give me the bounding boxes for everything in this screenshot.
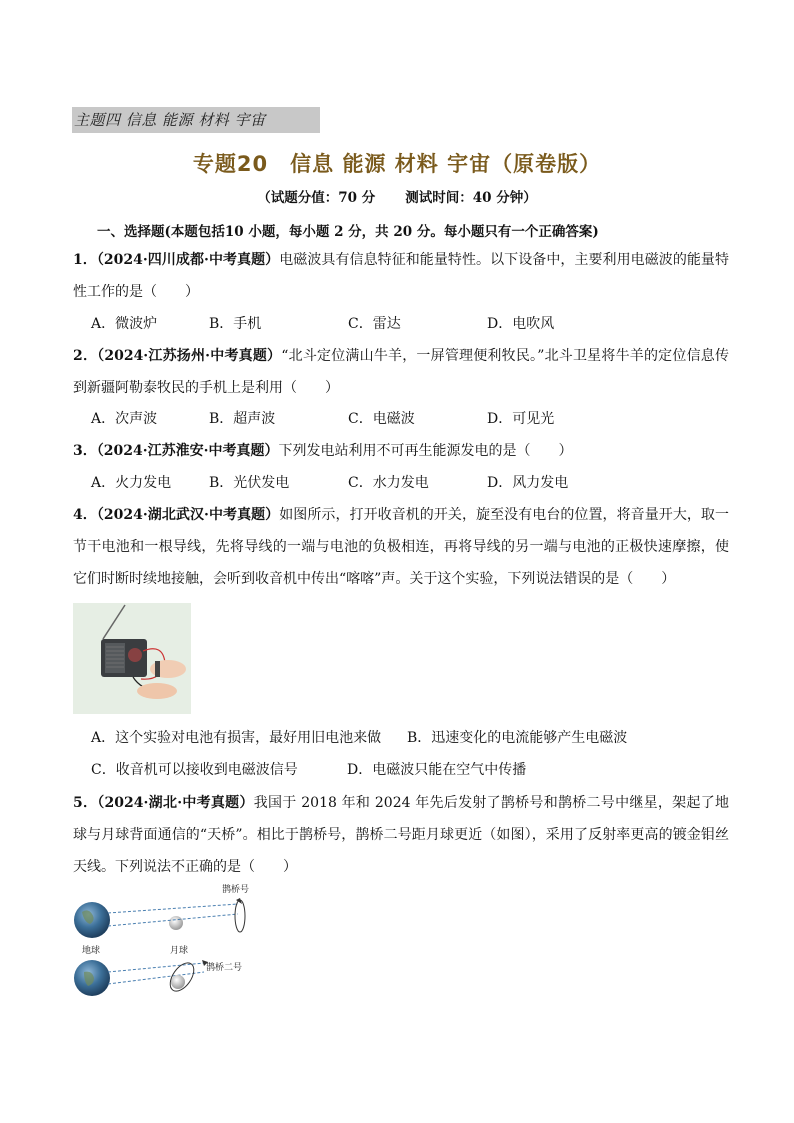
option: C．雷达 xyxy=(348,316,401,332)
question-3-text: 下列发电站利用不可再生能源发电的是（ ） xyxy=(278,443,573,459)
question-3 xyxy=(73,435,729,467)
option: D．可见光 xyxy=(487,411,555,427)
score-info: （试题分值：70 分 xyxy=(257,190,376,206)
option: B．超声波 xyxy=(209,411,276,427)
question-5-source: 5．（2024·湖北·中考真题） xyxy=(73,795,254,811)
queqiao2-label: 鹊桥二号 xyxy=(206,963,243,973)
radio-experiment-photo xyxy=(73,603,191,714)
question-2-text: “北斗定位满山牛羊，一屏管理便利牧民。”北斗卫星将牛羊的定位信息传到新疆阿勒泰牧民的手机上是利用（ ） xyxy=(73,348,729,396)
question-1-options xyxy=(91,314,554,334)
topic-tag: 主题四 信息 能源 材料 宇宙 xyxy=(72,107,320,133)
option: A．次声波 xyxy=(91,411,158,427)
option: C．电磁波 xyxy=(348,411,415,427)
option: C．水力发电 xyxy=(348,475,429,491)
question-4 xyxy=(73,499,729,595)
question-1-source: 1．（2024·四川成都·中考真题） xyxy=(73,252,280,268)
earth-label: 地球 xyxy=(82,946,101,956)
section-heading: 一、选择题(本题包括10 小题，每小题 2 分，共 20 分。每小题只有一个正确答案) xyxy=(97,224,599,240)
score-time-info xyxy=(0,186,794,206)
option: B．光伏发电 xyxy=(209,475,290,491)
page-title: 专题20 信息 能源 材料 宇宙（原卷版） xyxy=(192,152,602,176)
question-3-options xyxy=(91,473,568,493)
question-5-text: 我国于 2018 年和 2024 年先后发射了鹊桥号和鹊桥二号中继星，架起了地球与月球背面通信的“天桥”。相比于鹊桥号，鹊桥二号距月球更近（如图），采用了反射率更高的镀金钼丝天线。下列说法不正确的是（ ） xyxy=(73,795,729,875)
option: D．电吹风 xyxy=(487,316,555,332)
moon-label: 月球 xyxy=(170,946,189,956)
option: A．这个实验对电池有损害，最好用旧电池来做 xyxy=(91,730,382,746)
option: A．微波炉 xyxy=(91,316,158,332)
question-4-options-row2 xyxy=(91,760,526,780)
option: B．手机 xyxy=(209,316,262,332)
moon-icon xyxy=(169,916,183,930)
option: A．火力发电 xyxy=(91,475,172,491)
question-4-source: 4．（2024·湖北武汉·中考真题） xyxy=(73,507,280,523)
queqiao-relay-diagram xyxy=(70,880,270,1005)
question-4-options-row1 xyxy=(91,728,627,748)
question-5 xyxy=(73,787,729,883)
radio-experiment-image xyxy=(73,603,191,714)
question-2-source: 2．（2024·江苏扬州·中考真题） xyxy=(73,348,282,364)
option: D．风力发电 xyxy=(487,475,569,491)
option: B．迅速变化的电流能够产生电磁波 xyxy=(407,730,628,746)
time-info: 测试时间：40 分钟） xyxy=(405,190,537,206)
option: D．电磁波只能在空气中传播 xyxy=(347,762,527,778)
question-2 xyxy=(73,340,729,404)
question-3-source: 3．（2024·江苏淮安·中考真题） xyxy=(73,443,279,459)
moon-icon xyxy=(171,975,185,989)
question-2-options xyxy=(91,409,554,429)
queqiao-label: 鹊桥号 xyxy=(222,885,250,895)
question-4-text: 如图所示，打开收音机的开关，旋至没有电台的位置，将音量开大，取一节干电池和一根导线，先将导线的一端与电池的负极相连，再将导线的另一端与电池的正极快速摩擦，使它们时断时续地接触，会听到收音机中传出“喀喀”声。关于这个实验，下列说法错误的是（ ） xyxy=(73,507,729,587)
question-1 xyxy=(73,244,729,308)
question-1-text: 电磁波具有信息特征和能量特性。以下设备中，主要利用电磁波的能量特性工作的是（ ） xyxy=(73,252,729,300)
option: C．收音机可以接收到电磁波信号 xyxy=(91,762,298,778)
